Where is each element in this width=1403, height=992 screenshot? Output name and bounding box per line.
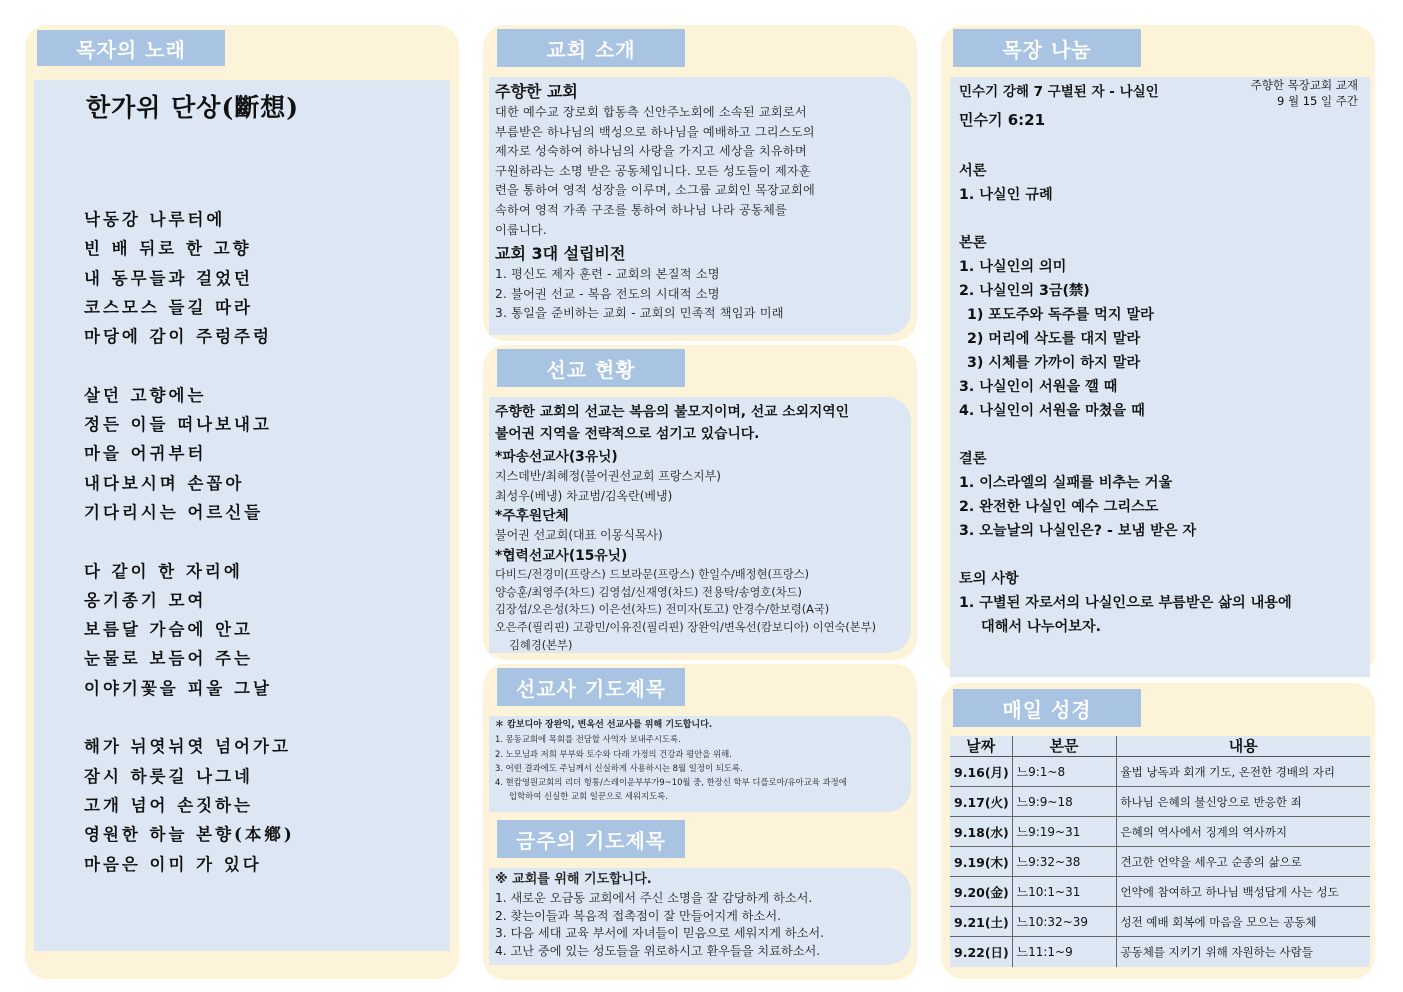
table-row <box>950 817 1370 847</box>
poem-line: 코스모스 들길 따라 <box>84 297 254 317</box>
intro-line: 제자로 성숙하여 하나님의 사랑을 가지고 세상을 치유하며 <box>495 144 807 159</box>
intro-line: 부름받은 하나님의 백성으로 하나님을 예배하고 그리스도의 <box>495 124 815 139</box>
date-cell: 9.21(土) <box>950 907 1012 937</box>
mission-section-title: *주후원단체 <box>495 508 569 525</box>
column-header-date: 날짜 <box>950 736 1012 757</box>
church-intro-panel <box>483 25 917 341</box>
outline-heading: 본론 <box>959 235 987 251</box>
mission-intro-line: 주향한 교회의 선교는 복음의 불모지이며, 선교 소외지역인 <box>495 404 849 420</box>
column-header-content: 내용 <box>1116 736 1370 757</box>
table-header-row <box>950 736 1370 757</box>
church-name: 주향한 교회 <box>495 82 578 101</box>
outline-heading: 토의 사항 <box>959 571 1019 587</box>
content-cell: 율법 낭독과 회개 기도, 온전한 경배의 자리 <box>1116 757 1370 787</box>
outline-item: 3. 오늘날의 나실인은? - 보냄 받은 자 <box>959 523 1197 539</box>
missionary-prayer-item: 4. 현캄영원교회의 리더 헝통/스레이운부부가9~10월 중, 한장신 학부 디플로마/유아교육 과정에 <box>495 777 847 788</box>
poem-line: 보름달 가슴에 안고 <box>84 620 254 640</box>
group-sharing-header: 목장 나눔 <box>953 29 1141 67</box>
passage-cell: 느10:1~31 <box>1012 877 1116 907</box>
daily-bible-table <box>950 736 1370 967</box>
table-row <box>950 877 1370 907</box>
intro-line: 련을 통하여 영적 성장을 이루며, 소그룹 교회인 목장교회에 <box>495 183 815 198</box>
poem-area <box>34 80 450 951</box>
outline-subitem: 1) 포도주와 독주를 먹지 말라 <box>967 307 1154 323</box>
missionary-prayer-item: 입학하여 신실한 교회 일꾼으로 세워지도록. <box>509 791 668 802</box>
mission-line: 오은주(필리핀) 고광민/이유진(필리핀) 장완익/변옥선(캄보디아) 이연숙(본부) <box>495 621 877 635</box>
church-intro-header: 교회 소개 <box>497 29 685 67</box>
date-cell: 9.19(木) <box>950 847 1012 877</box>
group-sharing-content <box>950 77 1370 677</box>
intro-line: 이룹니다. <box>495 222 547 237</box>
missionary-prayer-header: 선교사 기도제목 <box>497 668 685 706</box>
outline-subitem: 2) 머리에 삭도를 대지 말라 <box>967 331 1141 347</box>
daily-bible-header: 매일 성경 <box>953 689 1141 727</box>
weekly-prayer-item: 3. 다음 세대 교육 부서에 자녀들이 믿음으로 세워지게 하소서. <box>495 926 825 940</box>
outline-item: 4. 나실인이 서원을 마쳤을 때 <box>959 403 1145 419</box>
intro-line: 구원하라는 소명 받은 공동체입니다. 모든 성도들이 제자훈 <box>495 163 811 178</box>
mission-status-header: 선교 현황 <box>497 349 685 387</box>
prayer-panel <box>483 664 917 980</box>
poem-line: 이야기꽃을 피울 그날 <box>84 678 272 698</box>
outline-heading: 결론 <box>959 451 987 467</box>
study-title: 민수기 강해 7 구별된 자 - 나실인 <box>959 84 1159 100</box>
poem-body <box>84 205 295 879</box>
mission-intro-line: 불어권 지역을 전략적으로 섬기고 있습니다. <box>495 426 760 442</box>
mission-line: 다비드/전경미(프랑스) 드보라문(프랑스) 한일수/배정현(프랑스) <box>495 567 810 581</box>
poem-line: 눈물로 보듬어 주는 <box>84 649 254 669</box>
mission-line: 김혜경(본부) <box>509 638 573 652</box>
content-cell: 성전 예배 회복에 마음을 모으는 공동체 <box>1116 907 1370 937</box>
poem-line: 옹기종기 모여 <box>84 590 207 610</box>
outline-item: 3. 나실인이 서원을 깰 때 <box>959 379 1118 395</box>
passage-cell: 느9:32~38 <box>1012 847 1116 877</box>
missionary-prayer-title: ＊ 캄보디아 장완익, 변옥선 선교사를 위해 기도합니다. <box>495 720 713 730</box>
table-row <box>950 907 1370 937</box>
outline-item: 1. 이스라엘의 실패를 비추는 거울 <box>959 475 1173 491</box>
date-cell: 9.17(火) <box>950 787 1012 817</box>
mission-line: 불어권 선교회(대표 이몽식목사) <box>495 528 663 543</box>
outline-item: 2. 완전한 나실인 예수 그리스도 <box>959 499 1159 515</box>
date-cell: 9.16(月) <box>950 757 1012 787</box>
mission-line: 지스데반/최혜정(불어권선교회 프랑스지부) <box>495 469 721 483</box>
study-outline <box>959 159 1292 639</box>
shepherd-song-panel <box>25 25 459 979</box>
study-meta-line: 주향한 목장교회 교재 <box>1250 78 1358 92</box>
column-header-passage: 본문 <box>1012 736 1116 757</box>
weekly-prayer-title: ※ 교회를 위해 기도합니다. <box>495 872 652 887</box>
vision-item: 3. 통일을 준비하는 교회 - 교회의 민족적 책임과 미래 <box>495 306 784 321</box>
group-sharing-panel <box>941 25 1375 675</box>
missionary-prayer-item: 2. 노모님과 저희 부부와 토수와 다래 가정의 건강과 평안을 위해. <box>495 748 732 759</box>
poem-line: 마을 어귀부터 <box>84 444 207 464</box>
outline-item: 2. 나실인의 3금(禁) <box>959 283 1090 299</box>
poem-line: 내 동무들과 걸었던 <box>84 268 254 288</box>
weekly-prayer-header: 금주의 기도제목 <box>497 820 685 858</box>
shepherd-song-header: 목자의 노래 <box>37 30 225 66</box>
passage-cell: 느11:1~9 <box>1012 937 1116 967</box>
vision-item: 2. 불어권 선교 - 복음 전도의 시대적 소명 <box>495 286 720 301</box>
study-meta <box>1251 77 1358 109</box>
passage-cell: 느9:9~18 <box>1012 787 1116 817</box>
study-reference: 민수기 6:21 <box>959 111 1046 129</box>
mission-section-title: *협력선교사(15유닛) <box>495 547 628 564</box>
poem-line: 잠시 하룻길 나그네 <box>84 766 254 786</box>
missionary-prayer-item: 1. 몽동교회에 목회를 전담할 사역자 보내주시도록. <box>495 734 681 745</box>
poem-line: 낙동강 나루터에 <box>84 210 226 229</box>
mission-section-title: *파송선교사(3유닛) <box>495 449 618 465</box>
weekly-prayer-item: 4. 고난 중에 있는 성도들을 위로하시고 환우들을 치료하소서. <box>495 943 821 958</box>
passage-cell: 느9:19~31 <box>1012 817 1116 847</box>
poem-line: 영원한 하늘 본향(本鄕) <box>84 825 295 845</box>
mission-line: 김장섭/오은성(차드) 이은선(차드) 전미자(토고) 안경수/한보령(A국) <box>495 603 830 617</box>
vision-title: 교회 3대 설립비전 <box>495 244 626 264</box>
table-row <box>950 757 1370 787</box>
daily-bible-panel <box>941 683 1375 979</box>
weekly-prayer-content <box>489 868 911 965</box>
table-row <box>950 937 1370 967</box>
mission-status-panel <box>483 345 917 660</box>
content-cell: 공동체를 지키기 위해 자원하는 사람들 <box>1116 937 1370 967</box>
outline-heading: 서론 <box>959 163 987 179</box>
outline-subitem: 3) 시체를 가까이 하지 말라 <box>967 355 1141 371</box>
weekly-prayer-item: 1. 새로운 오금동 교회에서 주신 소명을 잘 감당하게 하소서. <box>495 891 813 905</box>
outline-item: 대해서 나누어보자. <box>981 619 1101 635</box>
poem-line: 마당에 감이 주렁주렁 <box>84 327 272 347</box>
missionary-prayer-item: 3. 어떤 결과에도 주님께서 신실하게 사용하시는 8월 일정이 되도록. <box>495 762 743 773</box>
weekly-prayer-item: 2. 찾는이들과 복음적 접촉점이 잘 만들어지게 하소서. <box>495 908 781 923</box>
date-cell: 9.22(日) <box>950 937 1012 967</box>
content-cell: 견고한 언약을 세우고 순종의 삶으로 <box>1116 847 1370 877</box>
date-cell: 9.18(水) <box>950 817 1012 847</box>
mission-status-content <box>489 397 911 653</box>
poem-title: 한가위 단상(斷想) <box>86 93 300 122</box>
poem-line: 다 같이 한 자리에 <box>84 561 243 581</box>
content-cell: 언약에 참여하고 하나님 백성답게 사는 성도 <box>1116 877 1370 907</box>
intro-line: 속하여 영적 가족 구조를 통하여 하나님 나라 공동체를 <box>495 202 787 217</box>
table-row <box>950 847 1370 877</box>
table-row <box>950 787 1370 817</box>
poem-line: 마음은 이미 가 있다 <box>84 854 262 874</box>
passage-cell: 느9:1~8 <box>1012 757 1116 787</box>
vision-item: 1. 평신도 제자 훈련 - 교회의 본질적 소명 <box>495 267 720 282</box>
outline-item: 1. 구별된 자로서의 나실인으로 부름받은 삶의 내용에 <box>959 595 1292 611</box>
missionary-prayer-content <box>489 716 911 812</box>
poem-line: 정든 이들 떠나보내고 <box>84 415 272 435</box>
poem-line: 빈 배 뒤로 한 고향 <box>84 239 252 259</box>
church-intro-content <box>489 77 911 335</box>
poem-line: 고개 넘어 손짓하는 <box>84 795 254 815</box>
poem-line: 해가 뉘엿뉘엿 넘어가고 <box>84 737 291 757</box>
mission-line: 양승훈/최영주(차드) 김영섭/신재영(차드) 전용탁/송영호(차드) <box>495 585 802 599</box>
passage-cell: 느10:32~39 <box>1012 907 1116 937</box>
poem-line: 살던 고향에는 <box>84 385 207 405</box>
content-cell: 은혜의 역사에서 징계의 역사까지 <box>1116 817 1370 847</box>
poem-line: 기다리시는 어르신들 <box>84 502 264 522</box>
content-cell: 하나님 은혜의 불신앙으로 반응한 죄 <box>1116 787 1370 817</box>
poem-line: 내다보시며 손꼽아 <box>84 473 245 493</box>
outline-item: 1. 나실인 규례 <box>959 187 1053 203</box>
mission-line: 최성우(베냉) 차교범/김옥란(베냉) <box>495 488 673 503</box>
intro-line: 대한 예수교 장로회 합동측 신안주노회에 소속된 교회로서 <box>495 105 807 119</box>
date-cell: 9.20(金) <box>950 877 1012 907</box>
outline-item: 1. 나실인의 의미 <box>959 259 1067 275</box>
study-meta-line: 9 월 15 일 주간 <box>1276 94 1358 108</box>
